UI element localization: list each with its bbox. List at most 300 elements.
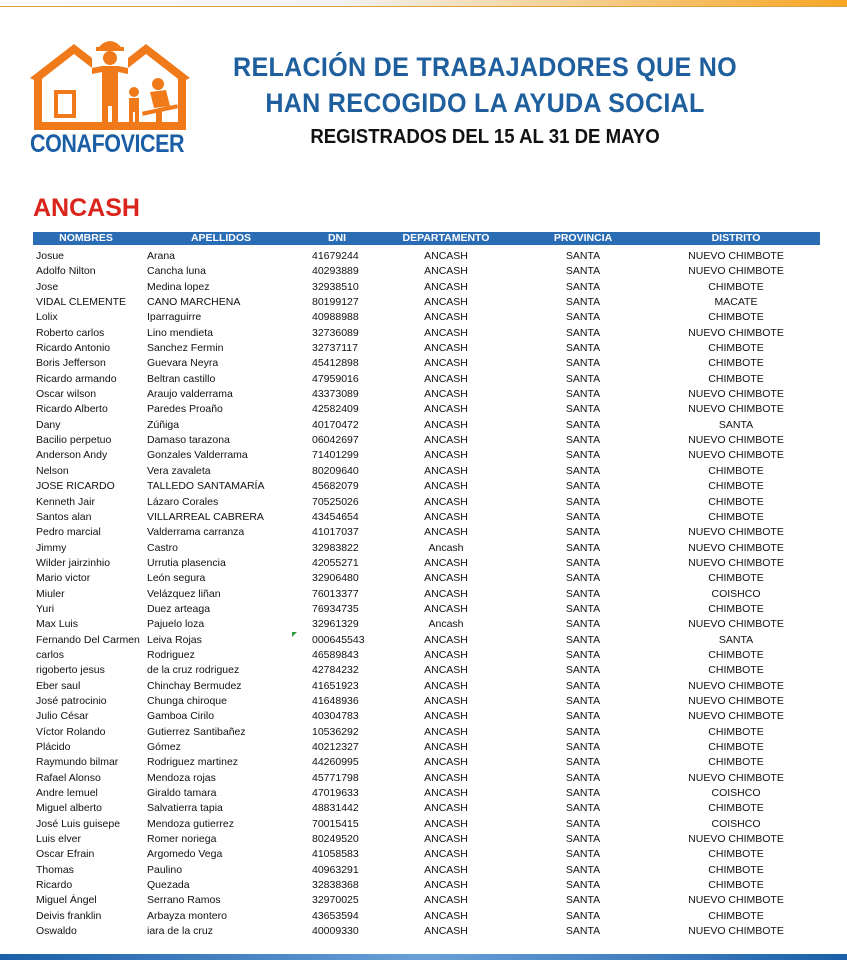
cell-departamento: ANCASH: [424, 434, 468, 447]
cell-provincia: SANTA: [565, 648, 601, 661]
cell-provincia: SANTA: [565, 602, 601, 615]
table-row: [0, 402, 847, 417]
cell-dni: 45412898: [312, 357, 359, 370]
cell-distrito: CHIMBOTE: [708, 725, 764, 738]
cell-distrito: COISHCO: [711, 787, 761, 800]
cell-departamento: ANCASH: [424, 863, 468, 876]
cell-distrito: CHIMBOTE: [708, 495, 764, 508]
cell-provincia: SANTA: [565, 787, 601, 800]
cell-provincia: SANTA: [565, 587, 601, 600]
cell-dni: 46589843: [312, 648, 359, 661]
cell-dni: 43653594: [312, 909, 359, 922]
table-row: [0, 264, 847, 279]
table-row: [0, 832, 847, 847]
cell-distrito: NUEVO CHIMBOTE: [688, 618, 784, 631]
table-row: [0, 817, 847, 832]
table-row: [0, 878, 847, 893]
cell-distrito: NUEVO CHIMBOTE: [688, 265, 784, 278]
cell-departamento: ANCASH: [424, 388, 468, 401]
table-row: [0, 448, 847, 463]
column-header-departamento: DEPARTAMENTO: [402, 232, 490, 244]
page-title-line1: RELACIÓN DE TRABAJADORES QUE NO: [233, 52, 737, 82]
cell-dni: 76934735: [312, 602, 359, 615]
cell-apellidos: Quezada: [147, 879, 190, 892]
cell-nombre: Julio César: [36, 710, 89, 723]
cell-distrito: CHIMBOTE: [708, 510, 764, 523]
cell-nombre: Ricardo: [36, 879, 73, 892]
table-row: [0, 541, 847, 556]
cell-apellidos: Serrano Ramos: [147, 894, 221, 907]
column-header-distrito: DISTRITO: [711, 232, 761, 244]
cell-nombre: Oscar Efrain: [36, 848, 95, 861]
cell-departamento: Ancash: [428, 618, 464, 631]
cell-distrito: CHIMBOTE: [708, 602, 764, 615]
cell-nombre: Max Luis: [36, 618, 79, 631]
cell-nombre: Anderson Andy: [36, 449, 108, 462]
cell-departamento: ANCASH: [424, 802, 468, 815]
cell-apellidos: Chunga chiroque: [147, 694, 227, 707]
page-title-line2: HAN RECOGIDO LA AYUDA SOCIAL: [265, 88, 705, 118]
logo-text: CONAFOVICER: [30, 130, 185, 158]
cell-departamento: ANCASH: [424, 848, 468, 861]
table-row: [0, 326, 847, 341]
cell-apellidos: León segura: [147, 572, 206, 585]
cell-dni: 41648936: [312, 694, 359, 707]
cell-distrito: NUEVO CHIMBOTE: [688, 833, 784, 846]
table-row: [0, 418, 847, 433]
table-row: [0, 725, 847, 740]
cell-nombre: Oswaldo: [36, 925, 77, 938]
table-row: [0, 356, 847, 371]
cell-provincia: SANTA: [565, 326, 601, 339]
cell-distrito: CHIMBOTE: [708, 802, 764, 815]
cell-departamento: ANCASH: [424, 633, 468, 646]
table-row: [0, 709, 847, 724]
top-divider: [0, 6, 847, 7]
cell-provincia: SANTA: [565, 265, 601, 278]
cell-departamento: ANCASH: [424, 664, 468, 677]
cell-departamento: ANCASH: [424, 372, 468, 385]
cell-dni: 40293889: [312, 265, 359, 278]
table-row: [0, 433, 847, 448]
cell-departamento: ANCASH: [424, 587, 468, 600]
cell-provincia: SANTA: [565, 464, 601, 477]
cell-provincia: SANTA: [565, 372, 601, 385]
cell-provincia: SANTA: [565, 848, 601, 861]
cell-provincia: SANTA: [565, 771, 601, 784]
cell-apellidos: Zúñiga: [147, 418, 180, 431]
table-row: [0, 755, 847, 770]
cell-nombre: Pedro marcial: [36, 526, 101, 539]
page-subtitle: REGISTRADOS DEL 15 AL 31 DE MAYO: [310, 126, 660, 148]
cell-distrito: CHIMBOTE: [708, 848, 764, 861]
cell-distrito: NUEVO CHIMBOTE: [688, 679, 784, 692]
table-row: [0, 617, 847, 632]
cell-apellidos: Araujo valderrama: [147, 388, 233, 401]
cell-apellidos: Gutierrez Santibañez: [147, 725, 246, 738]
cell-apellidos: Medina lopez: [147, 280, 210, 293]
cell-distrito: NUEVO CHIMBOTE: [688, 388, 784, 401]
cell-nombre: Thomas: [36, 863, 74, 876]
cell-provincia: SANTA: [565, 434, 601, 447]
column-header-nombres: NOMBRES: [59, 232, 113, 244]
cell-dni: 45682079: [312, 480, 359, 493]
cell-apellidos: Paulino: [147, 863, 183, 876]
cell-nombre: carlos: [36, 648, 65, 661]
cell-provincia: SANTA: [565, 679, 601, 692]
table-row: [0, 786, 847, 801]
cell-nombre: Rafael Alonso: [36, 771, 101, 784]
cell-provincia: SANTA: [565, 694, 601, 707]
cell-provincia: SANTA: [565, 802, 601, 815]
cell-distrito: NUEVO CHIMBOTE: [688, 326, 784, 339]
table-row: [0, 633, 847, 648]
cell-dni: 80199127: [312, 296, 359, 309]
cell-dni: 32938510: [312, 280, 359, 293]
cell-nombre: Miguel alberto: [36, 802, 102, 815]
cell-dni: 45771798: [312, 771, 359, 784]
cell-dni: 40304783: [312, 710, 359, 723]
cell-apellidos: Valderrama carranza: [147, 526, 245, 539]
cell-provincia: SANTA: [565, 741, 601, 753]
table-row: [0, 479, 847, 494]
cell-distrito: CHIMBOTE: [708, 664, 764, 677]
cell-dni: 47019633: [312, 787, 359, 800]
table-row: [0, 295, 847, 310]
cell-departamento: ANCASH: [424, 357, 468, 370]
cell-nombre: Lolix: [36, 311, 58, 324]
cell-nombre: Dany: [36, 418, 61, 431]
cell-departamento: ANCASH: [424, 326, 468, 339]
cell-provincia: SANTA: [565, 388, 601, 401]
cell-distrito: NUEVO CHIMBOTE: [688, 250, 784, 262]
cell-nombre: Ricardo armando: [36, 372, 117, 385]
cell-apellidos: Damaso tarazona: [147, 434, 230, 447]
cell-dni: 32970025: [312, 894, 359, 907]
cell-nombre: Wilder jairzinhio: [36, 556, 111, 569]
cell-dni: 42784232: [312, 664, 359, 677]
cell-apellidos: Lázaro Corales: [147, 495, 219, 508]
cell-departamento: ANCASH: [424, 556, 468, 569]
cell-apellidos: Mendoza rojas: [147, 771, 216, 784]
cell-provincia: SANTA: [565, 342, 601, 355]
cell-dni: 32906480: [312, 572, 359, 585]
cell-departamento: ANCASH: [424, 817, 468, 830]
cell-dni: 06042697: [312, 434, 359, 447]
cell-dni: 80209640: [312, 464, 359, 477]
cell-apellidos: Arbayza montero: [147, 909, 227, 922]
table-row: [0, 648, 847, 663]
table-row: [0, 909, 847, 924]
table-row: [0, 341, 847, 356]
cell-apellidos: VILLARREAL CABRERA: [147, 510, 264, 523]
cell-provincia: SANTA: [565, 449, 601, 462]
table-row: [0, 663, 847, 678]
cell-departamento: ANCASH: [424, 526, 468, 539]
cell-dni: 40963291: [312, 863, 359, 876]
cell-nombre: Raymundo bilmar: [36, 756, 119, 769]
cell-nombre: Boris Jefferson: [36, 357, 106, 370]
cell-departamento: ANCASH: [424, 694, 468, 707]
column-header-apellidos: APELLIDOS: [190, 232, 252, 244]
cell-apellidos: Iparraguirre: [147, 311, 202, 324]
cell-dni: 32838368: [312, 879, 359, 892]
cell-dni: 76013377: [312, 587, 359, 600]
cell-apellidos: Romer noriega: [147, 833, 217, 846]
cell-distrito: NUEVO CHIMBOTE: [688, 526, 784, 539]
cell-apellidos: Arana: [147, 250, 176, 262]
conafovicer-logo: [30, 34, 190, 156]
cell-distrito: NUEVO CHIMBOTE: [688, 925, 784, 938]
house-workers-icon: [30, 34, 190, 134]
cell-distrito: CHIMBOTE: [708, 741, 764, 753]
cell-provincia: SANTA: [565, 572, 601, 585]
column-header-provincia: PROVINCIA: [553, 232, 613, 244]
cell-departamento: ANCASH: [424, 342, 468, 355]
cell-apellidos: de la cruz rodriguez: [147, 664, 240, 677]
cell-dni: 40212327: [312, 741, 359, 753]
cell-apellidos: Urrutia plasencia: [147, 556, 226, 569]
cell-nombre: rigoberto jesus: [36, 664, 105, 677]
cell-departamento: ANCASH: [424, 495, 468, 508]
cell-provincia: SANTA: [565, 833, 601, 846]
cell-distrito: NUEVO CHIMBOTE: [688, 403, 784, 416]
cell-distrito: CHIMBOTE: [708, 648, 764, 661]
cell-departamento: ANCASH: [424, 572, 468, 585]
cell-departamento: ANCASH: [424, 480, 468, 493]
cell-distrito: CHIMBOTE: [708, 342, 764, 355]
cell-distrito: NUEVO CHIMBOTE: [688, 771, 784, 784]
cell-apellidos: Mendoza gutierrez: [147, 817, 234, 830]
cell-provincia: SANTA: [565, 664, 601, 677]
cell-nombre: Eber saul: [36, 679, 81, 692]
cell-apellidos: Chinchay Bermudez: [147, 679, 242, 692]
cell-dni: 32737117: [312, 342, 358, 355]
cell-dni: 44260995: [312, 756, 359, 769]
cell-departamento: ANCASH: [424, 280, 468, 293]
cell-nombre: Víctor Rolando: [36, 725, 106, 738]
cell-distrito: CHIMBOTE: [708, 311, 764, 324]
cell-provincia: SANTA: [565, 280, 601, 293]
table-row: [0, 893, 847, 908]
cell-dni: 32983822: [312, 541, 359, 554]
cell-provincia: SANTA: [565, 909, 601, 922]
cell-nombre: Miguel Ángel: [36, 894, 97, 907]
cell-provincia: SANTA: [565, 526, 601, 539]
cell-provincia: SANTA: [565, 480, 601, 493]
cell-apellidos: Leiva Rojas: [147, 633, 202, 646]
cell-nombre: Roberto carlos: [36, 326, 105, 339]
cell-departamento: ANCASH: [424, 418, 468, 431]
cell-departamento: ANCASH: [424, 909, 468, 922]
cell-dni: 43373089: [312, 388, 359, 401]
cell-distrito: NUEVO CHIMBOTE: [688, 710, 784, 723]
cell-nombre: Nelson: [36, 464, 69, 477]
cell-departamento: ANCASH: [424, 894, 468, 907]
cell-provincia: SANTA: [565, 556, 601, 569]
table-row: [0, 863, 847, 878]
cell-provincia: SANTA: [565, 863, 601, 876]
cell-dni: 10536292: [312, 725, 359, 738]
cell-nombre: José patrocinio: [36, 694, 107, 707]
cell-apellidos: Cancha luna: [147, 265, 206, 278]
cell-apellidos: Pajuelo loza: [147, 618, 205, 631]
table-row: [0, 510, 847, 525]
cell-provincia: SANTA: [565, 541, 601, 554]
cell-departamento: Ancash: [428, 541, 464, 554]
cell-apellidos: Sanchez Fermin: [147, 342, 224, 355]
cell-nombre: Josue: [36, 250, 65, 262]
cell-distrito: COISHCO: [711, 817, 761, 830]
table-row: [0, 372, 847, 387]
cell-nombre: JOSE RICARDO: [36, 480, 115, 493]
cell-departamento: ANCASH: [424, 311, 468, 324]
cell-nombre: Adolfo Nilton: [36, 265, 96, 278]
cell-apellidos: Gómez: [147, 741, 181, 753]
cell-provincia: SANTA: [565, 817, 601, 830]
cell-distrito: CHIMBOTE: [708, 572, 764, 585]
cell-departamento: ANCASH: [424, 710, 468, 723]
cell-nombre: Kenneth Jair: [36, 495, 95, 508]
cell-apellidos: Gonzales Valderrama: [147, 449, 248, 462]
table-row: [0, 587, 847, 602]
table-row: [0, 495, 847, 510]
cell-nombre: Oscar wilson: [36, 388, 97, 401]
cell-provincia: SANTA: [565, 510, 601, 523]
cell-distrito: CHIMBOTE: [708, 756, 764, 769]
cell-distrito: CHIMBOTE: [708, 909, 764, 922]
cell-dni: 70015415: [312, 817, 359, 830]
cell-provincia: SANTA: [565, 756, 601, 769]
cell-departamento: ANCASH: [424, 771, 468, 784]
table-row: [0, 571, 847, 586]
cell-distrito: NUEVO CHIMBOTE: [688, 541, 784, 554]
cell-distrito: MACATE: [714, 296, 758, 309]
cell-dni: 70525026: [312, 495, 359, 508]
cell-departamento: ANCASH: [424, 403, 468, 416]
cell-apellidos: Velázquez liñan: [147, 587, 221, 600]
cell-departamento: ANCASH: [424, 265, 468, 278]
table-row: [0, 771, 847, 786]
cell-provincia: SANTA: [565, 633, 601, 646]
cell-provincia: SANTA: [565, 725, 601, 738]
cell-distrito: SANTA: [718, 418, 754, 431]
cell-nombre: Plácido: [36, 741, 71, 753]
cell-provincia: SANTA: [565, 250, 601, 262]
cell-dni: 47959016: [312, 372, 359, 385]
cell-dni: 41679244: [312, 250, 359, 262]
cell-provincia: SANTA: [565, 495, 601, 508]
cell-dni: 71401299: [312, 449, 359, 462]
cell-distrito: CHIMBOTE: [708, 357, 764, 370]
cell-dni: 000645543: [312, 633, 365, 646]
cell-departamento: ANCASH: [424, 741, 468, 753]
cell-dni: 41651923: [312, 679, 359, 692]
cell-apellidos: Rodriguez martinez: [147, 756, 239, 769]
cell-departamento: ANCASH: [424, 787, 468, 800]
cell-distrito: COISHCO: [711, 587, 761, 600]
cell-departamento: ANCASH: [424, 449, 468, 462]
bottom-stripe: [0, 954, 847, 960]
cell-provincia: SANTA: [565, 618, 601, 631]
cell-departamento: ANCASH: [424, 725, 468, 738]
cell-nombre: Miuler: [36, 587, 65, 600]
table-header: [33, 232, 820, 245]
table-row: [0, 801, 847, 816]
cell-apellidos: Argomedo Vega: [147, 848, 223, 861]
cell-departamento: ANCASH: [424, 464, 468, 477]
table-row: [0, 679, 847, 694]
table-row: [0, 924, 847, 939]
region-heading: ANCASH: [33, 194, 140, 222]
cell-nombre: Santos alan: [36, 510, 92, 523]
cell-distrito: CHIMBOTE: [708, 280, 764, 293]
cell-distrito: NUEVO CHIMBOTE: [688, 556, 784, 569]
cell-departamento: ANCASH: [424, 679, 468, 692]
cell-provincia: SANTA: [565, 311, 601, 324]
table-row: [0, 310, 847, 325]
cell-dni: 41058583: [312, 848, 359, 861]
cell-departamento: ANCASH: [424, 510, 468, 523]
cell-distrito: CHIMBOTE: [708, 372, 764, 385]
table-row: [0, 280, 847, 295]
cell-dni: 32961329: [312, 618, 359, 631]
cell-dni: 40009330: [312, 925, 359, 938]
cell-departamento: ANCASH: [424, 602, 468, 615]
cell-distrito: CHIMBOTE: [708, 464, 764, 477]
table-row: [0, 602, 847, 617]
cell-dni: 43454654: [312, 510, 359, 523]
cell-apellidos: Salvatierra tapia: [147, 802, 223, 815]
cell-nombre: Ricardo Antonio: [36, 342, 111, 355]
cell-apellidos: Duez arteaga: [147, 602, 211, 615]
cell-distrito: SANTA: [718, 633, 754, 646]
cell-distrito: CHIMBOTE: [708, 863, 764, 876]
cell-distrito: NUEVO CHIMBOTE: [688, 694, 784, 707]
table-row: [0, 847, 847, 862]
cell-distrito: CHIMBOTE: [708, 480, 764, 493]
cell-nombre: Yuri: [36, 602, 55, 615]
cell-apellidos: Lino mendieta: [147, 326, 213, 339]
cell-dni: 80249520: [312, 833, 359, 846]
cell-nombre: Mario victor: [36, 572, 91, 585]
cell-provincia: SANTA: [565, 357, 601, 370]
cell-dni: 40988988: [312, 311, 359, 324]
cell-provincia: SANTA: [565, 879, 601, 892]
cell-nombre: Jose: [36, 280, 59, 293]
table-row: [0, 464, 847, 479]
cell-apellidos: Beltran castillo: [147, 372, 216, 385]
cell-distrito: NUEVO CHIMBOTE: [688, 894, 784, 907]
cell-nombre: José Luis guisepe: [36, 817, 121, 830]
cell-departamento: ANCASH: [424, 879, 468, 892]
cell-departamento: ANCASH: [424, 250, 468, 262]
cell-nombre: Deivis franklin: [36, 909, 102, 922]
table-row: [0, 525, 847, 540]
cell-nombre: VIDAL CLEMENTE: [36, 296, 127, 309]
cell-departamento: ANCASH: [424, 925, 468, 938]
cell-provincia: SANTA: [565, 710, 601, 723]
cell-apellidos: iara de la cruz: [147, 925, 213, 938]
cell-apellidos: Paredes Proaño: [147, 403, 223, 416]
cell-dni: 41017037: [312, 526, 359, 539]
table-row: [0, 556, 847, 571]
cell-nombre: Jimmy: [36, 541, 67, 554]
table-row: [0, 740, 847, 755]
cell-provincia: SANTA: [565, 418, 601, 431]
cell-dni: 42582409: [312, 403, 359, 416]
cell-dni: 32736089: [312, 326, 359, 339]
